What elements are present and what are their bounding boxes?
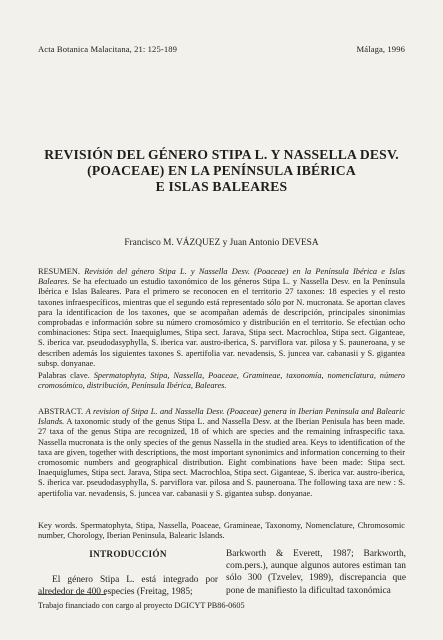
intro-left-text: El género Stipa L. está integrado por alrededor de 400 especies (Freitag, 1985; <box>38 575 218 597</box>
section-heading-introduccion: INTRODUCCIÓN <box>89 549 167 559</box>
title-line-2: (POACEAE) EN LA PENÍNSULA IBÉRICA <box>87 163 356 178</box>
journal-citation: Acta Botanica Malacitana, 21: 125-189 <box>38 44 178 54</box>
abstract-label: ABSTRACT. <box>38 407 84 416</box>
title-line-3: E ISLAS BALEARES <box>155 179 288 194</box>
footnote: Trabajo financiado con cargo al proyecto DGICYT PB86-0605 <box>38 601 245 610</box>
resumen-paragraph <box>38 267 405 369</box>
abstract-italic-title: A revision of Stipa L. and Nassella Desv. (Poaceae) genera in Iberian Peninsula and Balearic Islands. <box>38 407 405 427</box>
keywords-label: Key words. <box>38 521 78 530</box>
paper-title <box>30 147 413 195</box>
footnote-rule <box>38 594 106 595</box>
resumen-text: Se ha efectuado un estudio taxonómico de los géneros Stipa L. y Nassella Desv. en la Península Ibérica e Islas Baleares. Para el primero se reconocen en el territorio 27 taxones: 18 especies y el resto taxones infraespecíficos, mientras que el segundo está representado sólo por N. mucronata. Se aportan claves para la identificacion de los taxones, que se acompañan además de descripción, principales sinonimias comprobadas e información sobre su número cromosómico y distribución en el territorio. Se efectúan ocho combinaciones: Stipa sect. Inaequiglumes, Stipa sect. Jarava, Stipa sect. Macrochloa, Stipa sect. Giganteae, S. iberica var. pseudodasyphylla, S. iberica var. austro-iberica, S. parviflora var. pilosa y S. pauneroana, y se describen además los siguientes taxones S. apertifolia var. nevadensis, S. juncea var. cabanasii y S. gigantea subsp. donyanae. <box>38 277 405 368</box>
abstract-text: A taxonomic study of the genus Stipa L. and Nassella Desv. at the Iberian Penisula has been made. 27 taxa of the genus Stipa are recognized, 18 of which are species and the remaining infraspecific taxa. Nassella mucronata is the only species of the genus Nassella in the studied area. Keys to identification of the taxa are given, together with descriptions, the most important synonimics and information concerning to their cromosomic numbers and geographical distribution. Eight combinations have been made: Stipa sect. Inaequiglumes, Stipa sect. Jarava, Stipa sect. Macrochloa, Stipa sect. Giganteae, S. iberica var. austro-iberica, S. iberica var. pseudodasyphylla, S. parviflora var. pilosa and S. pauneroana. The following taxa are new : S. apertifolia var. nevadensis, S. juncea var. cabanasii y S. gigantea subsp. donyanae. <box>38 417 405 498</box>
authors: Francisco M. VÁZQUEZ y Juan Antonio DEVESA <box>124 238 319 248</box>
place-year: Málaga, 1996 <box>356 44 405 54</box>
left-column <box>38 548 218 598</box>
resumen-label: RESUMEN. <box>38 267 80 276</box>
running-head <box>38 44 405 54</box>
keywords-paragraph <box>38 521 405 541</box>
abstract-paragraph <box>38 407 405 499</box>
palabras-label: Palabras clave. <box>38 371 90 380</box>
palabras-clave-paragraph <box>38 371 405 391</box>
intro-right-text: Barkworth & Everett, 1987; Barkworth, com.pers.), aunque algunos autores estiman tan sólo 300 (Tzvelev, 1989), discrepancia que pone de manifiesto la dificultad taxonómica <box>226 549 406 596</box>
title-line-1: REVISIÓN DEL GÉNERO STIPA L. Y NASSELLA DESV. <box>44 147 399 162</box>
keywords-text: Spermatophyta, Stipa, Nassella, Poaceae, Gramineae, Taxonomy, Nomenclature, Chromosomic number, Chorology, Iberian Peninsula, Balearic Islands. <box>38 521 406 541</box>
resumen-italic-title: Revisión del género Stipa L. y Nassella Desv. (Poaceae) en la Península Ibérica e Islas Baleares. <box>38 267 405 287</box>
palabras-text: Spermatophyta, Stipa, Nassella, Poaceae, Gramineae, taxonomía, nomenclatura, número cromosómico, distribución, Península Ibérica, Baleares. <box>38 371 405 391</box>
right-column <box>226 548 406 597</box>
